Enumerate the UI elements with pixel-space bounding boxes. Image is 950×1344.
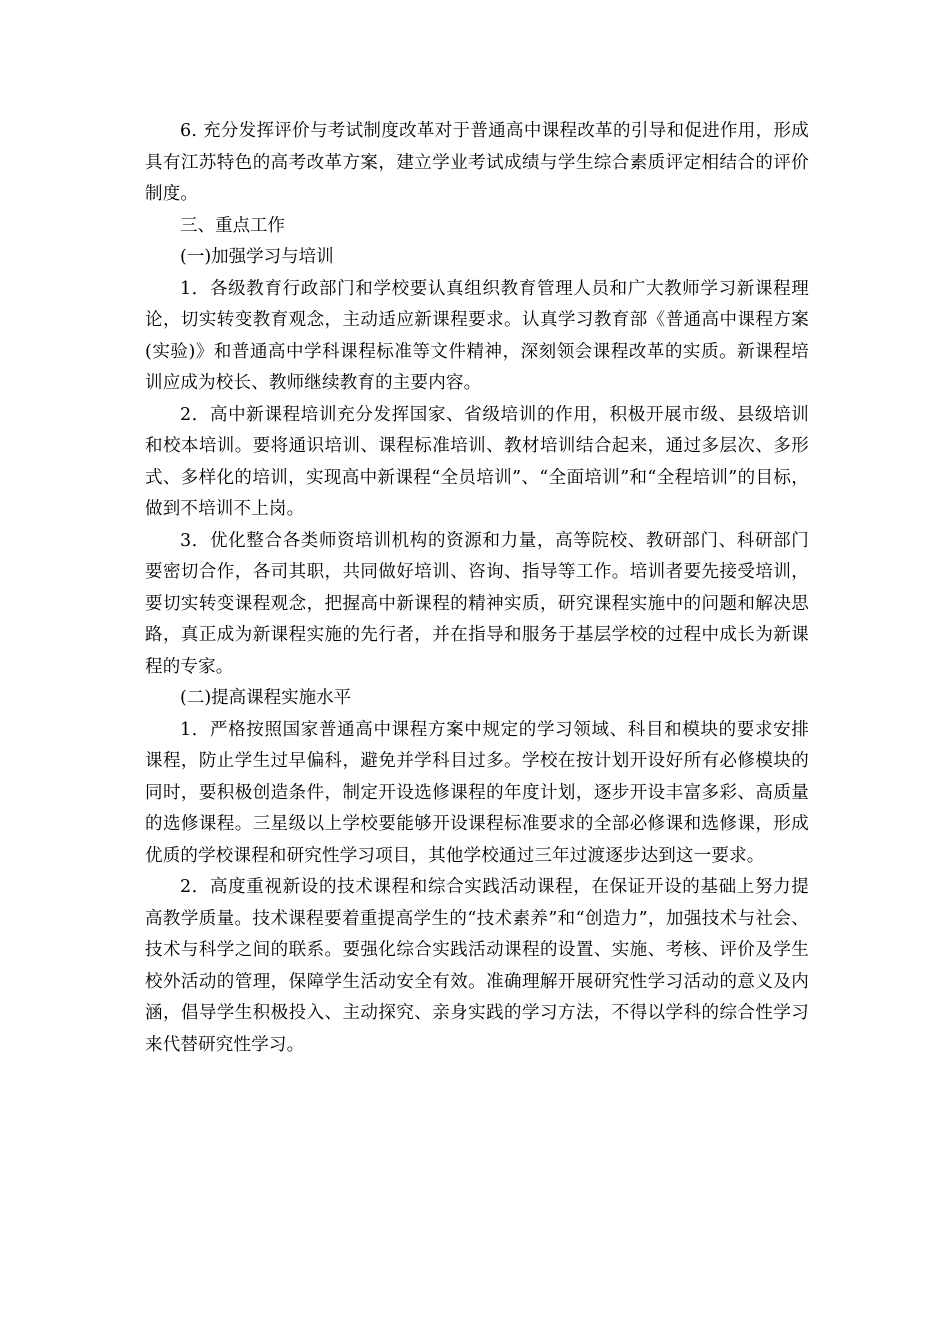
paragraph-training-3: 3．优化整合各类师资培训机构的资源和力量，高等院校、教研部门、科研部门要密切合作，各司其职，共同做好培训、咨询、指导等工作。培训者要先接受培训，要切实转变课程观念，把握高中新课程的精神实质，研究课程实施中的问题和解决思路，真正成为新课程实施的先行者，并在指导和服务于基层学校的过程中成长为新课程的专家。 bbox=[145, 530, 809, 677]
paragraph-training-2: 2．高中新课程培训充分发挥国家、省级培训的作用，积极开展市级、县级培训和校本培训。要将通识培训、课程标准培训、教材培训结合起来，通过多层次、多形式、多样化的培训，实现高中新课程“全员培训”、“全面培训”和“全程培训”的目标，做到不培训不上岗。 bbox=[145, 404, 809, 519]
subsection-heading-study-training: (一)加强学习与培训 bbox=[180, 247, 334, 267]
paragraph-6-evaluation-reform: 6. 充分发挥评价与考试制度改革对于普通高中课程改革的引导和促进作用，形成具有江苏特色的高考改革方案，建立学业考试成绩与学生综合素质评定相结合的评价制度。 bbox=[145, 121, 809, 204]
subsection-heading-curriculum-implementation: (二)提高课程实施水平 bbox=[180, 688, 352, 708]
document-body bbox=[145, 116, 809, 1061]
section-heading-key-work: 三、重点工作 bbox=[180, 215, 285, 236]
paragraph-curriculum-1: 1．严格按照国家普通高中课程方案中规定的学习领域、科目和模块的要求安排课程，防止学生过早偏科，避免并学科目过多。学校在按计划开设好所有必修模块的同时，要积极创造条件，制定开设选修课程的年度计划，逐步开设丰富多彩、高质量的选修课程。三星级以上学校要能够开设课程标准要求的全部必修课和选修课，形成优质的学校课程和研究性学习项目，其他学校通过三年过渡逐步达到这一要求。 bbox=[145, 719, 809, 866]
paragraph-curriculum-2: 2．高度重视新设的技术课程和综合实践活动课程，在保证开设的基础上努力提高教学质量。技术课程要着重提高学生的“技术素养”和“创造力”，加强技术与社会、技术与科学之间的联系。要强化综合实践活动课程的设置、实施、考核、评价及学生校外活动的管理，保障学生活动安全有效。准确理解开展研究性学习活动的意义及内涵，倡导学生积极投入、主动探究、亲身实践的学习方法，不得以学科的综合性学习来代替研究性学习。 bbox=[145, 877, 809, 1055]
paragraph-training-1: 1．各级教育行政部门和学校要认真组织教育管理人员和广大教师学习新课程理论，切实转变教育观念，主动适应新课程要求。认真学习教育部《普通高中课程方案(实验)》和普通高中学科课程标准等文件精神，深刻领会课程改革的实质。新课程培训应成为校长、教师继续教育的主要内容。 bbox=[145, 278, 809, 393]
